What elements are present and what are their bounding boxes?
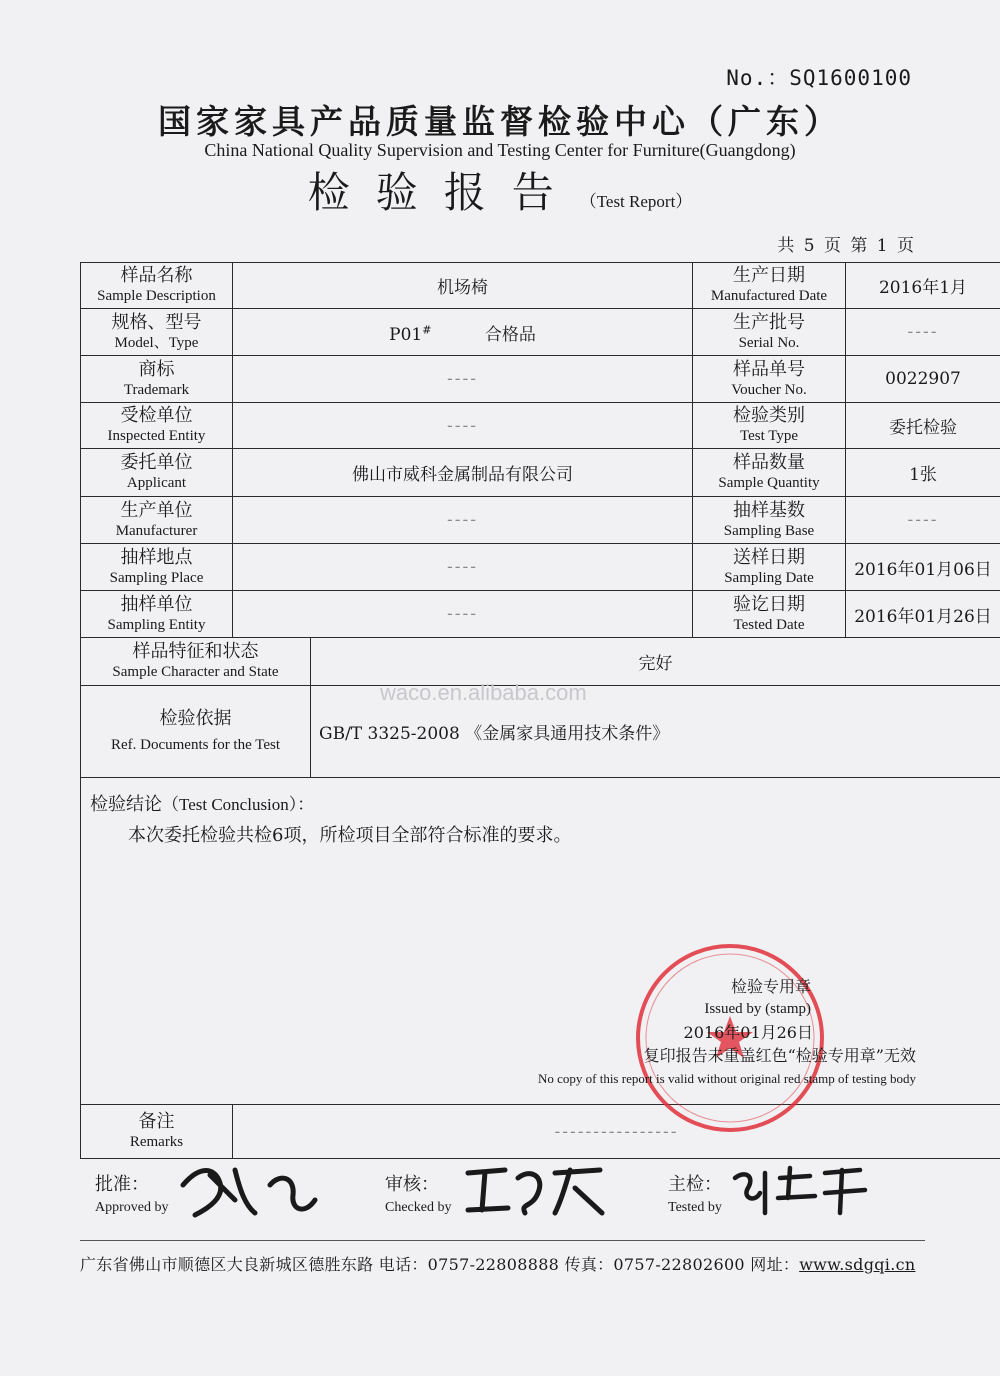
trademark-label: 商标 Trademark <box>81 356 233 403</box>
manufacturer-label: 生产单位 Manufacturer <box>81 497 233 544</box>
footer-divider <box>80 1240 925 1241</box>
sample-quantity-label: 样品数量 Sample Quantity <box>693 449 846 497</box>
table-row <box>81 591 1000 638</box>
remarks-label: 备注 Remarks <box>81 1105 233 1159</box>
stamp-note-en: No copy of this report is valid without original red stamp of testing body <box>537 1071 916 1086</box>
footer-address: 广东省佛山市顺德区大良新城区德胜东路 电话：0757-22808888 传真：0757-22802600 网址： <box>80 1255 800 1274</box>
sampling-date-value: 2016年01月06日 <box>846 544 1000 591</box>
checked-by: 审核： Checked by <box>385 1174 452 1215</box>
sampling-base-label: 抽样基数 Sampling Base <box>693 497 846 544</box>
center-name-cn: 国家家具产品质量监督检验中心（广东） <box>158 102 842 141</box>
table-row <box>81 263 1000 309</box>
serial-no-value: ---- <box>846 309 1000 356</box>
manufactured-date-value: 2016年1月 <box>846 263 1000 309</box>
report-number: No.：SQ1600100 <box>726 66 912 90</box>
remarks-value: ---------------- <box>233 1105 1000 1159</box>
applicant-value: 佛山市威科金属制品有限公司 <box>233 449 693 497</box>
checked-signature-icon <box>460 1158 610 1223</box>
table-row <box>81 638 1000 686</box>
tested-by: 主检： Tested by <box>668 1174 722 1215</box>
sampling-place-value: ---- <box>233 544 693 591</box>
model-value: P01# 合格品 <box>233 309 693 356</box>
stamp-date: 2016年01月26日 <box>683 1023 813 1042</box>
conclusion-label: 检验结论（Test Conclusion）： <box>90 794 315 815</box>
manufactured-date-label: 生产日期 Manufactured Date <box>693 263 846 309</box>
tested-signature-icon <box>730 1158 870 1220</box>
approved-signature-icon <box>175 1155 325 1225</box>
sampling-place-label: 抽样地点 Sampling Place <box>81 544 233 591</box>
voucher-no-value: 0022907 <box>846 356 1000 403</box>
approved-by: 批准： Approved by <box>95 1174 169 1215</box>
sample-quantity-value: 1张 <box>846 449 1000 497</box>
sampling-base-value: ---- <box>846 497 1000 544</box>
stamp-note-cn: 复印报告未重盖红色“检验专用章”无效 <box>643 1046 916 1065</box>
test-type-label: 检验类别 Test Type <box>693 403 846 449</box>
applicant-label: 委托单位 Applicant <box>81 449 233 497</box>
table-row <box>81 309 1000 356</box>
ref-documents-label: 检验依据 Ref. Documents for the Test <box>81 686 311 778</box>
stamp-issued-en: Issued by (stamp) <box>704 1001 811 1017</box>
sample-description-label: 样品名称 Sample Description <box>81 263 233 309</box>
trademark-value: ---- <box>233 356 693 403</box>
sample-character-label: 样品特征和状态 Sample Character and State <box>81 638 311 686</box>
report-title <box>0 160 1000 220</box>
model-label: 规格、型号 Model、Type <box>81 309 233 356</box>
manufacturer-value: ---- <box>233 497 693 544</box>
report-title-en: （Test Report） <box>579 192 693 211</box>
watermark: waco.en.alibaba.com <box>380 680 587 705</box>
table-row <box>81 449 1000 497</box>
sample-description-value: 机场椅 <box>233 263 693 309</box>
inspected-entity-label: 受检单位 Inspected Entity <box>81 403 233 449</box>
footer <box>80 1252 915 1275</box>
table-row <box>81 497 1000 544</box>
tested-date-value: 2016年01月26日 <box>846 591 1000 638</box>
report-title-cn: 检验报告 <box>307 168 580 217</box>
conclusion-text: 本次委托检验共检6项，所检项目全部符合标准的要求。 <box>128 825 572 846</box>
inspected-entity-value: ---- <box>233 403 693 449</box>
footer-url[interactable]: www.sdgqi.cn <box>799 1255 916 1274</box>
table-row <box>81 544 1000 591</box>
voucher-no-label: 样品单号 Voucher No. <box>693 356 846 403</box>
table-row <box>81 1105 1000 1159</box>
stamp-issued-cn: 检验专用章 <box>730 977 811 996</box>
center-name-en: China National Quality Supervision and Testing Center for Furniture(Guangdong) <box>204 140 796 160</box>
test-type-value: 委托检验 <box>846 403 1000 449</box>
table-row <box>81 356 1000 403</box>
table-row <box>81 403 1000 449</box>
stamp-block <box>486 975 916 1090</box>
sampling-entity-value: ---- <box>233 591 693 638</box>
ref-documents-value: GB/T 3325-2008 《金属家具通用技术条件》 <box>311 686 1000 778</box>
sampling-date-label: 送样日期 Sampling Date <box>693 544 846 591</box>
sample-character-value: 完好 <box>311 638 1000 686</box>
page-count: 共 5 页 第 1 页 <box>777 236 914 256</box>
serial-no-label: 生产批号 Serial No. <box>693 309 846 356</box>
tested-date-label: 验讫日期 Tested Date <box>693 591 846 638</box>
sampling-entity-label: 抽样单位 Sampling Entity <box>81 591 233 638</box>
